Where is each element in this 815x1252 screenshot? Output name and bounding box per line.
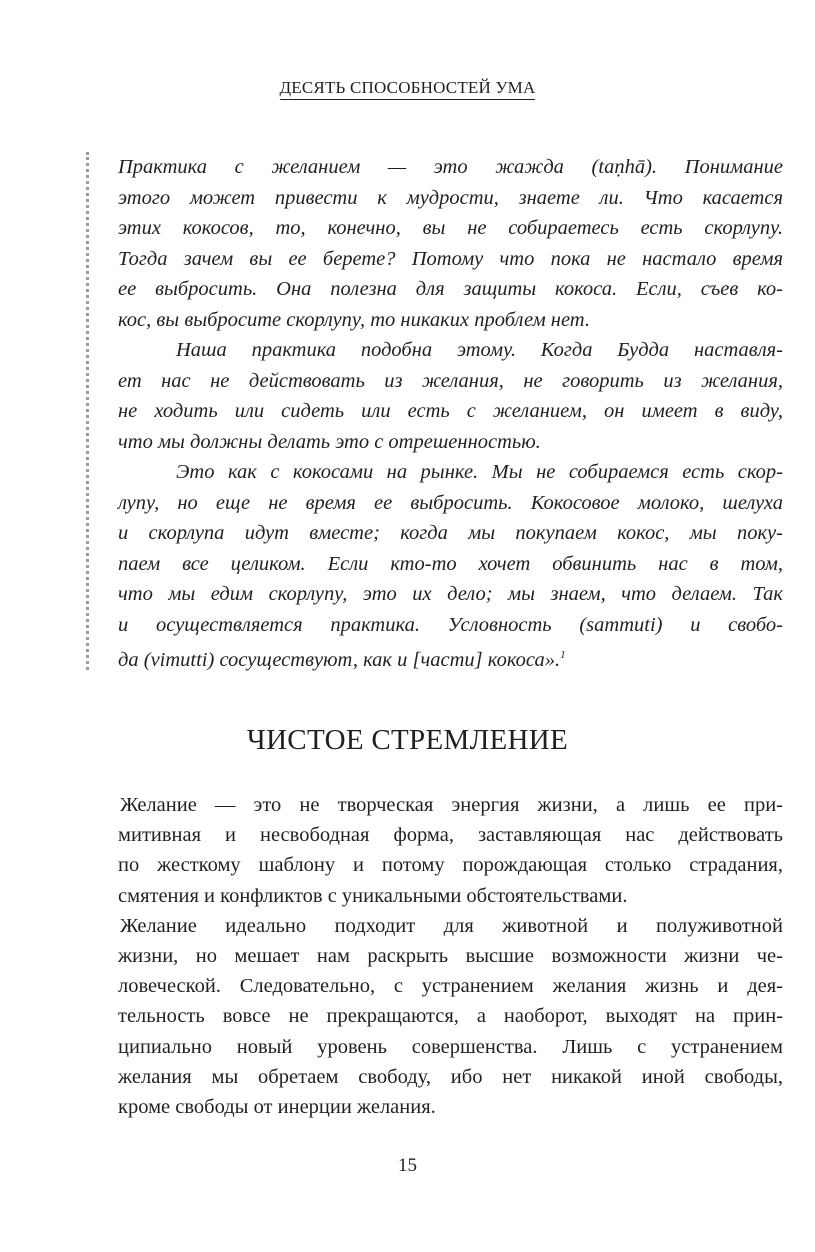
text-line <box>118 518 783 549</box>
text-line <box>118 911 783 941</box>
text-line <box>118 971 783 1001</box>
text-line <box>118 1001 783 1031</box>
quote-margin-rule <box>86 152 89 670</box>
line-text: ее выбросить. Она полезна для защиты кокоса. Если, съев ко- <box>118 278 783 300</box>
line-text: смятения и конфликтов с уникальными обстоятельствами. <box>118 884 628 907</box>
line-text: что мы едим скорлупу, это их дело; мы знаем, что делаем. Так <box>118 583 783 605</box>
text-line <box>118 850 783 880</box>
text-line <box>118 610 783 641</box>
text-line <box>118 790 783 820</box>
text-line <box>118 396 783 427</box>
text-line <box>118 488 783 519</box>
line-text: ципиально новый уровень совершенства. Лишь с устранением <box>118 1035 783 1058</box>
line-text: по жесткому шаблону и потому порождающая столько страдания, <box>118 854 783 877</box>
line-text: этого может привести к мудрости, знаете ли. Что касается <box>118 186 783 209</box>
line-text: не ходить или сидеть или есть с желанием, он имеет в виду, <box>118 400 783 422</box>
paragraph <box>118 911 783 1122</box>
text-line <box>118 152 783 183</box>
text-line <box>118 579 783 610</box>
line-text: и осуществляется практика. Условность (sammuti) и свобо- <box>118 613 783 636</box>
text-line <box>118 640 783 675</box>
line-text: тельность вовсе не прекращаются, а наоборот, выходят на прин- <box>118 1005 783 1028</box>
text-line <box>118 213 783 244</box>
text-line <box>118 881 783 911</box>
paragraph <box>118 457 783 675</box>
line-text: Это как с кокосами на рынке. Мы не собираемся есть скор- <box>176 461 783 483</box>
footnote-marker[interactable]: 1 <box>560 649 566 661</box>
page-number: 15 <box>398 1155 417 1176</box>
text-line <box>118 305 783 336</box>
text-line <box>118 366 783 397</box>
text-line <box>118 244 783 275</box>
line-text: Желание идеально подходит для животной и полуживотной <box>120 914 783 937</box>
line-text: кос, вы выбросите скорлупу, то никаких проблем нет. <box>118 308 590 331</box>
text-line <box>118 335 783 366</box>
line-text: паем все целиком. Если кто-то хочет обвинить нас в том, <box>118 552 783 575</box>
paragraph <box>118 335 783 457</box>
block-quote <box>118 152 783 675</box>
text-line <box>118 274 783 305</box>
section-heading: ЧИСТОЕ СТРЕМЛЕНИЕ <box>246 724 569 756</box>
line-text: и скорлупа идут вместе; когда мы покупаем кокос, мы поку- <box>118 522 783 544</box>
paragraph <box>118 790 783 911</box>
line-text: митивная и несвободная форма, заставляющая нас действовать <box>118 824 783 847</box>
text-line <box>118 183 783 214</box>
body-text <box>118 790 783 1122</box>
text-line <box>118 1032 783 1062</box>
line-text: что мы должны делать это с отрешенностью. <box>118 430 541 453</box>
line-text: Практика с желанием — это жажда (taṇhā). Понимание <box>118 156 783 178</box>
paragraph <box>118 152 783 335</box>
text-line <box>118 1092 783 1122</box>
text-line <box>118 820 783 850</box>
line-text: этих кокосов, то, конечно, вы не собираетесь есть скорлупу. <box>118 217 783 239</box>
running-title: ДЕСЯТЬ СПОСОБНОСТЕЙ УМА <box>280 78 536 100</box>
text-line <box>118 941 783 971</box>
line-text: желания мы обретаем свободу, ибо нет никакой иной свободы, <box>118 1065 783 1088</box>
line-text: да (vimutti) сосуществуют, как и [части] кокоса». <box>118 648 561 671</box>
line-text: ет нас не действовать из желания, не говорить из желания, <box>118 369 783 392</box>
line-text: кроме свободы от инерции желания. <box>118 1096 436 1119</box>
line-text: лупу, но еще не время ее выбросить. Кокосовое молоко, шелуха <box>118 491 783 514</box>
text-line <box>118 1062 783 1092</box>
line-text: Наша практика подобна этому. Когда Будда наставля- <box>176 339 783 361</box>
line-text: Желание — это не творческая энергия жизни, а лишь ее при- <box>120 794 783 816</box>
text-line <box>118 427 783 458</box>
line-text: жизни, но мешает нам раскрыть высшие возможности жизни че- <box>118 945 783 968</box>
line-text: ловеческой. Следовательно, с устранением желания жизнь и дея- <box>118 975 783 998</box>
running-header <box>0 78 815 98</box>
text-line <box>118 457 783 488</box>
line-text: Тогда зачем вы ее берете? Потому что пока не настало время <box>118 247 783 270</box>
text-line <box>118 549 783 580</box>
